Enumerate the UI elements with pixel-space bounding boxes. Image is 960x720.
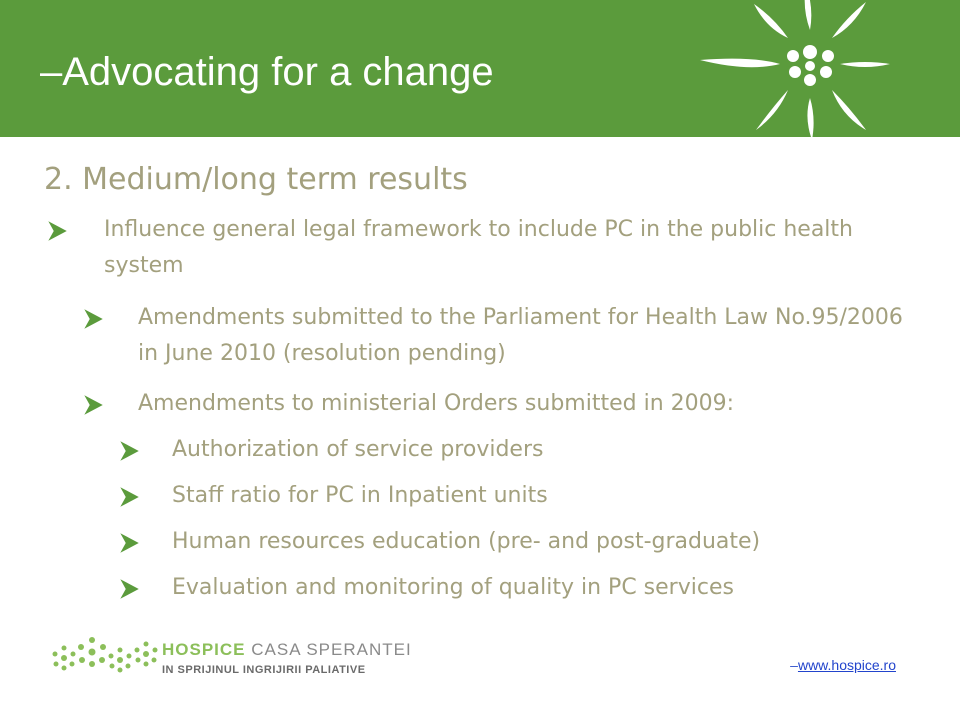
logo-tagline: IN SPRIJINUL INGRIJIRII PALIATIVE: [162, 664, 366, 676]
arrow-bullet-icon: [116, 530, 142, 556]
arrow-bullet-icon: [80, 306, 106, 332]
list-item: Human resources education (pre- and post-graduate): [172, 529, 761, 554]
list-item: Amendments to ministerial Orders submitted in 2009:: [138, 391, 735, 416]
arrow-bullet-icon: [116, 576, 142, 602]
list-item: Evaluation and monitoring of quality in PC services: [172, 575, 734, 600]
list-item: Authorization of service providers: [172, 437, 544, 462]
logo-name: [162, 640, 412, 660]
slide-title: –Advocating for a change: [40, 50, 494, 94]
arrow-bullet-icon: [116, 438, 142, 464]
website-link[interactable]: www.hospice.ro: [797, 657, 896, 673]
arrow-bullet-icon: [44, 218, 70, 244]
list-item: Amendments submitted to the Parliament for Health Law No.95/2006 in June 2010 (resolution pending): [138, 305, 903, 366]
hospice-logo-icon: [50, 630, 160, 686]
flower-logo-icon: [690, 0, 960, 137]
arrow-bullet-icon: [80, 392, 106, 418]
list-item: Influence general legal framework to include PC in the public health system: [104, 217, 853, 278]
logo-word-casa-sperantei: CASA SPERANTEI: [251, 640, 412, 659]
footer-link-container: [790, 657, 896, 673]
section-subtitle: 2. Medium/long term results: [44, 162, 468, 197]
link-prefix: –: [790, 657, 798, 673]
list-item: Staff ratio for PC in Inpatient units: [172, 483, 548, 508]
arrow-bullet-icon: [116, 484, 142, 510]
logo-word-hospice: HOSPICE: [162, 640, 246, 659]
